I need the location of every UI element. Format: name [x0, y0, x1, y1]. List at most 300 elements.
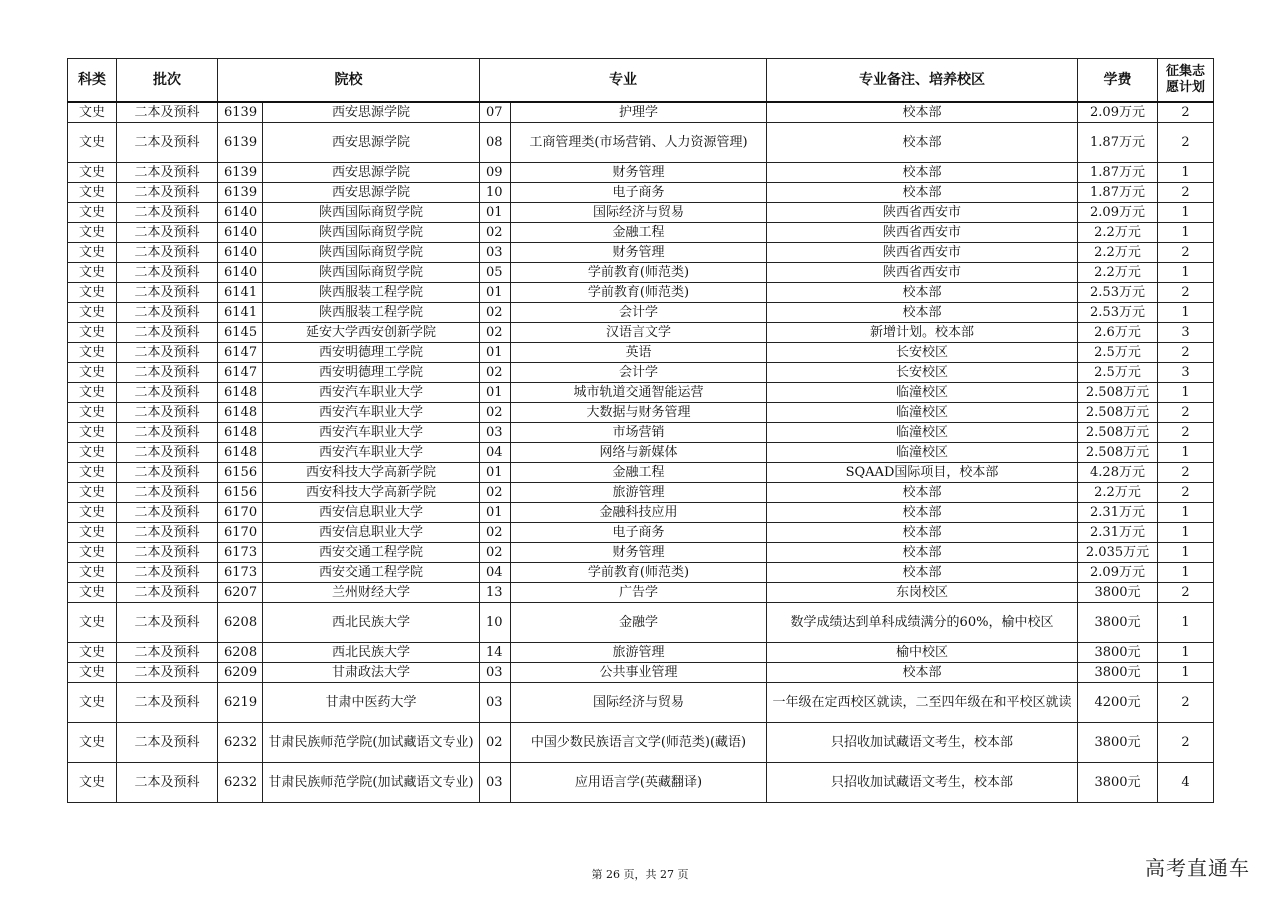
cell-major: 学前教育(师范类): [511, 563, 767, 583]
table-row: [68, 763, 1214, 803]
cell-kelei: 文史: [68, 663, 117, 683]
cell-major: 国际经济与贸易: [511, 683, 767, 723]
cell-major-code: 01: [480, 383, 511, 403]
cell-school-code: 6208: [218, 643, 263, 663]
cell-school: 陕西服装工程学院: [263, 303, 480, 323]
cell-fee: 2.5万元: [1078, 343, 1158, 363]
cell-kelei: 文史: [68, 443, 117, 463]
cell-note: 陕西省西安市: [767, 263, 1078, 283]
cell-school-code: 6140: [218, 263, 263, 283]
cell-fee: 2.2万元: [1078, 243, 1158, 263]
table-row: [68, 102, 1214, 123]
cell-note: 校本部: [767, 483, 1078, 503]
cell-fee: 1.87万元: [1078, 183, 1158, 203]
table-row: [68, 323, 1214, 343]
cell-kelei: 文史: [68, 643, 117, 663]
cell-fee: 3800元: [1078, 663, 1158, 683]
table-row: [68, 403, 1214, 423]
cell-major: 护理学: [511, 102, 767, 123]
cell-note: 数学成绩达到单科成绩满分的60%，榆中校区: [767, 603, 1078, 643]
cell-major-code: 01: [480, 463, 511, 483]
cell-pici: 二本及预科: [117, 343, 218, 363]
cell-pici: 二本及预科: [117, 283, 218, 303]
cell-note: 校本部: [767, 523, 1078, 543]
cell-note: 校本部: [767, 123, 1078, 163]
table-row: [68, 523, 1214, 543]
cell-fee: 4.28万元: [1078, 463, 1158, 483]
cell-pici: 二本及预科: [117, 183, 218, 203]
cell-school: 西北民族大学: [263, 603, 480, 643]
cell-major-code: 10: [480, 603, 511, 643]
cell-school-code: 6148: [218, 403, 263, 423]
cell-plan: 2: [1158, 683, 1214, 723]
cell-fee: 2.508万元: [1078, 383, 1158, 403]
cell-kelei: 文史: [68, 203, 117, 223]
cell-school: 西安汽车职业大学: [263, 423, 480, 443]
cell-plan: 1: [1158, 523, 1214, 543]
enrollment-table: [67, 58, 1214, 803]
cell-pici: 二本及预科: [117, 463, 218, 483]
cell-pici: 二本及预科: [117, 683, 218, 723]
cell-major-code: 02: [480, 543, 511, 563]
cell-school-code: 6208: [218, 603, 263, 643]
cell-school-code: 6207: [218, 583, 263, 603]
cell-note: 新增计划。校本部: [767, 323, 1078, 343]
cell-note: 榆中校区: [767, 643, 1078, 663]
header-pici: 批次: [117, 59, 218, 103]
cell-school-code: 6209: [218, 663, 263, 683]
cell-plan: 1: [1158, 303, 1214, 323]
cell-note: 校本部: [767, 102, 1078, 123]
cell-plan: 1: [1158, 263, 1214, 283]
cell-school-code: 6140: [218, 243, 263, 263]
cell-major-code: 02: [480, 363, 511, 383]
cell-school: 甘肃政法大学: [263, 663, 480, 683]
cell-major: 工商管理类(市场营销、人力资源管理): [511, 123, 767, 163]
cell-plan: 1: [1158, 443, 1214, 463]
cell-note: 长安校区: [767, 363, 1078, 383]
cell-fee: 2.6万元: [1078, 323, 1158, 343]
cell-pici: 二本及预科: [117, 443, 218, 463]
cell-pici: 二本及预科: [117, 163, 218, 183]
cell-major: 中国少数民族语言文学(师范类)(藏语): [511, 723, 767, 763]
cell-plan: 1: [1158, 503, 1214, 523]
cell-fee: 2.508万元: [1078, 423, 1158, 443]
header-major: 专业: [480, 59, 767, 103]
cell-fee: 3800元: [1078, 763, 1158, 803]
cell-pici: 二本及预科: [117, 303, 218, 323]
cell-pici: 二本及预科: [117, 603, 218, 643]
cell-major: 金融工程: [511, 463, 767, 483]
cell-major-code: 07: [480, 102, 511, 123]
cell-plan: 1: [1158, 663, 1214, 683]
table-row: [68, 463, 1214, 483]
cell-school-code: 6156: [218, 463, 263, 483]
cell-major: 会计学: [511, 303, 767, 323]
cell-plan: 1: [1158, 163, 1214, 183]
cell-fee: 2.31万元: [1078, 503, 1158, 523]
cell-pici: 二本及预科: [117, 643, 218, 663]
cell-school-code: 6139: [218, 102, 263, 123]
cell-plan: 3: [1158, 323, 1214, 343]
cell-pici: 二本及预科: [117, 323, 218, 343]
cell-plan: 1: [1158, 563, 1214, 583]
cell-kelei: 文史: [68, 463, 117, 483]
table-row: [68, 363, 1214, 383]
cell-major-code: 03: [480, 663, 511, 683]
table-row: [68, 503, 1214, 523]
cell-school-code: 6141: [218, 303, 263, 323]
cell-school: 西安交通工程学院: [263, 563, 480, 583]
cell-school: 陕西服装工程学院: [263, 283, 480, 303]
header-note: 专业备注、培养校区: [767, 59, 1078, 103]
table-row: [68, 303, 1214, 323]
table-row: [68, 423, 1214, 443]
cell-major-code: 04: [480, 443, 511, 463]
table-row: [68, 543, 1214, 563]
cell-plan: 1: [1158, 603, 1214, 643]
cell-school-code: 6148: [218, 443, 263, 463]
cell-major-code: 09: [480, 163, 511, 183]
cell-plan: 3: [1158, 363, 1214, 383]
table-row: [68, 683, 1214, 723]
cell-school-code: 6170: [218, 523, 263, 543]
table-row: [68, 223, 1214, 243]
cell-note: 临潼校区: [767, 383, 1078, 403]
cell-school: 延安大学西安创新学院: [263, 323, 480, 343]
cell-school: 陕西国际商贸学院: [263, 243, 480, 263]
cell-pici: 二本及预科: [117, 763, 218, 803]
cell-pici: 二本及预科: [117, 243, 218, 263]
cell-fee: 2.035万元: [1078, 543, 1158, 563]
table-row: [68, 183, 1214, 203]
cell-major: 财务管理: [511, 543, 767, 563]
cell-note: 校本部: [767, 503, 1078, 523]
cell-note: 校本部: [767, 563, 1078, 583]
cell-plan: 4: [1158, 763, 1214, 803]
cell-fee: 2.508万元: [1078, 443, 1158, 463]
cell-school: 西北民族大学: [263, 643, 480, 663]
cell-major: 财务管理: [511, 243, 767, 263]
cell-kelei: 文史: [68, 423, 117, 443]
table-row: [68, 383, 1214, 403]
cell-note: 校本部: [767, 303, 1078, 323]
cell-major-code: 04: [480, 563, 511, 583]
cell-school: 西安汽车职业大学: [263, 403, 480, 423]
cell-major-code: 02: [480, 223, 511, 243]
cell-school-code: 6173: [218, 543, 263, 563]
cell-school: 陕西国际商贸学院: [263, 263, 480, 283]
cell-school: 陕西国际商贸学院: [263, 203, 480, 223]
cell-major: 学前教育(师范类): [511, 263, 767, 283]
cell-note: 校本部: [767, 283, 1078, 303]
cell-fee: 1.87万元: [1078, 123, 1158, 163]
cell-plan: 1: [1158, 543, 1214, 563]
cell-major-code: 10: [480, 183, 511, 203]
cell-major: 旅游管理: [511, 483, 767, 503]
cell-major-code: 02: [480, 323, 511, 343]
cell-note: 临潼校区: [767, 443, 1078, 463]
cell-kelei: 文史: [68, 383, 117, 403]
cell-note: 长安校区: [767, 343, 1078, 363]
cell-fee: 4200元: [1078, 683, 1158, 723]
cell-note: 校本部: [767, 183, 1078, 203]
cell-school-code: 6139: [218, 123, 263, 163]
cell-fee: 3800元: [1078, 583, 1158, 603]
table-row: [68, 643, 1214, 663]
cell-major: 市场营销: [511, 423, 767, 443]
cell-plan: 2: [1158, 403, 1214, 423]
cell-school: 西安思源学院: [263, 102, 480, 123]
cell-kelei: 文史: [68, 303, 117, 323]
cell-kelei: 文史: [68, 483, 117, 503]
cell-school: 西安思源学院: [263, 163, 480, 183]
cell-pici: 二本及预科: [117, 583, 218, 603]
table-row: [68, 203, 1214, 223]
page-number: 第 26 页，共 27 页: [591, 868, 689, 881]
cell-major-code: 02: [480, 303, 511, 323]
cell-kelei: 文史: [68, 263, 117, 283]
cell-major-code: 01: [480, 203, 511, 223]
cell-major: 国际经济与贸易: [511, 203, 767, 223]
cell-plan: 2: [1158, 483, 1214, 503]
table-header-row: [68, 59, 1214, 103]
cell-note: 校本部: [767, 163, 1078, 183]
cell-school: 甘肃民族师范学院(加试藏语文专业): [263, 763, 480, 803]
cell-major-code: 08: [480, 123, 511, 163]
cell-pici: 二本及预科: [117, 403, 218, 423]
cell-major: 电子商务: [511, 523, 767, 543]
cell-note: 临潼校区: [767, 403, 1078, 423]
cell-major-code: 02: [480, 483, 511, 503]
cell-school-code: 6145: [218, 323, 263, 343]
cell-fee: 2.31万元: [1078, 523, 1158, 543]
cell-fee: 2.53万元: [1078, 303, 1158, 323]
cell-school-code: 6140: [218, 223, 263, 243]
cell-kelei: 文史: [68, 543, 117, 563]
cell-fee: 3800元: [1078, 723, 1158, 763]
cell-major-code: 05: [480, 263, 511, 283]
table-row: [68, 563, 1214, 583]
cell-note: 陕西省西安市: [767, 223, 1078, 243]
cell-note: 只招收加试藏语文考生，校本部: [767, 763, 1078, 803]
cell-major-code: 03: [480, 243, 511, 263]
cell-major: 会计学: [511, 363, 767, 383]
cell-school: 西安明德理工学院: [263, 343, 480, 363]
cell-note: 东岗校区: [767, 583, 1078, 603]
brand-watermark: 高考直通车: [1145, 856, 1250, 880]
cell-kelei: 文史: [68, 223, 117, 243]
table-row: [68, 663, 1214, 683]
cell-major: 大数据与财务管理: [511, 403, 767, 423]
cell-plan: 2: [1158, 463, 1214, 483]
table-row: [68, 723, 1214, 763]
cell-fee: 2.5万元: [1078, 363, 1158, 383]
cell-pici: 二本及预科: [117, 523, 218, 543]
cell-school: 西安明德理工学院: [263, 363, 480, 383]
cell-plan: 2: [1158, 102, 1214, 123]
cell-major: 财务管理: [511, 163, 767, 183]
cell-school: 西安汽车职业大学: [263, 383, 480, 403]
cell-pici: 二本及预科: [117, 563, 218, 583]
cell-pici: 二本及预科: [117, 483, 218, 503]
cell-plan: 2: [1158, 183, 1214, 203]
header-school: 院校: [218, 59, 480, 103]
cell-kelei: 文史: [68, 102, 117, 123]
cell-plan: 1: [1158, 643, 1214, 663]
cell-pici: 二本及预科: [117, 723, 218, 763]
cell-major: 网络与新媒体: [511, 443, 767, 463]
cell-major-code: 14: [480, 643, 511, 663]
cell-major-code: 03: [480, 683, 511, 723]
cell-major: 电子商务: [511, 183, 767, 203]
cell-kelei: 文史: [68, 323, 117, 343]
cell-school-code: 6232: [218, 723, 263, 763]
cell-major-code: 13: [480, 583, 511, 603]
cell-school: 西安科技大学高新学院: [263, 463, 480, 483]
cell-note: 校本部: [767, 663, 1078, 683]
cell-kelei: 文史: [68, 603, 117, 643]
cell-kelei: 文史: [68, 503, 117, 523]
cell-school-code: 6139: [218, 163, 263, 183]
cell-school: 西安交通工程学院: [263, 543, 480, 563]
cell-fee: 3800元: [1078, 603, 1158, 643]
cell-kelei: 文史: [68, 563, 117, 583]
table-row: [68, 263, 1214, 283]
cell-school: 西安信息职业大学: [263, 503, 480, 523]
cell-major-code: 02: [480, 403, 511, 423]
cell-school-code: 6156: [218, 483, 263, 503]
cell-major: 英语: [511, 343, 767, 363]
cell-kelei: 文史: [68, 723, 117, 763]
cell-major-code: 01: [480, 283, 511, 303]
cell-kelei: 文史: [68, 343, 117, 363]
cell-school: 兰州财经大学: [263, 583, 480, 603]
cell-pici: 二本及预科: [117, 203, 218, 223]
cell-note: 临潼校区: [767, 423, 1078, 443]
cell-school-code: 6148: [218, 423, 263, 443]
cell-fee: 2.2万元: [1078, 223, 1158, 243]
cell-major: 汉语言文学: [511, 323, 767, 343]
table-row: [68, 603, 1214, 643]
cell-school-code: 6140: [218, 203, 263, 223]
cell-plan: 2: [1158, 343, 1214, 363]
cell-plan: 1: [1158, 223, 1214, 243]
cell-pici: 二本及预科: [117, 543, 218, 563]
table-row: [68, 123, 1214, 163]
cell-school-code: 6170: [218, 503, 263, 523]
cell-plan: 2: [1158, 123, 1214, 163]
cell-kelei: 文史: [68, 163, 117, 183]
cell-note: 校本部: [767, 543, 1078, 563]
cell-kelei: 文史: [68, 123, 117, 163]
cell-plan: 2: [1158, 723, 1214, 763]
cell-school: 西安思源学院: [263, 183, 480, 203]
header-fee: 学费: [1078, 59, 1158, 103]
cell-kelei: 文史: [68, 763, 117, 803]
cell-school-code: 6173: [218, 563, 263, 583]
cell-major-code: 03: [480, 423, 511, 443]
cell-fee: 2.53万元: [1078, 283, 1158, 303]
cell-note: 陕西省西安市: [767, 243, 1078, 263]
cell-major: 广告学: [511, 583, 767, 603]
cell-note: SQAAD国际项目，校本部: [767, 463, 1078, 483]
cell-school-code: 6141: [218, 283, 263, 303]
cell-fee: 1.87万元: [1078, 163, 1158, 183]
cell-kelei: 文史: [68, 403, 117, 423]
cell-kelei: 文史: [68, 183, 117, 203]
cell-school-code: 6147: [218, 363, 263, 383]
cell-major: 旅游管理: [511, 643, 767, 663]
cell-plan: 2: [1158, 423, 1214, 443]
cell-major: 学前教育(师范类): [511, 283, 767, 303]
cell-school: 西安科技大学高新学院: [263, 483, 480, 503]
cell-major: 公共事业管理: [511, 663, 767, 683]
cell-kelei: 文史: [68, 363, 117, 383]
cell-major: 城市轨道交通智能运营: [511, 383, 767, 403]
cell-kelei: 文史: [68, 243, 117, 263]
table-row: [68, 443, 1214, 463]
cell-major: 应用语言学(英藏翻译): [511, 763, 767, 803]
header-kelei: 科类: [68, 59, 117, 103]
cell-plan: 2: [1158, 283, 1214, 303]
cell-kelei: 文史: [68, 683, 117, 723]
cell-school: 西安信息职业大学: [263, 523, 480, 543]
cell-plan: 1: [1158, 203, 1214, 223]
table-row: [68, 483, 1214, 503]
cell-fee: 2.09万元: [1078, 563, 1158, 583]
cell-pici: 二本及预科: [117, 102, 218, 123]
cell-kelei: 文史: [68, 583, 117, 603]
cell-plan: 2: [1158, 583, 1214, 603]
cell-fee: 2.508万元: [1078, 403, 1158, 423]
table-body: [68, 102, 1214, 803]
cell-pici: 二本及预科: [117, 423, 218, 443]
table-row: [68, 283, 1214, 303]
cell-fee: 2.09万元: [1078, 203, 1158, 223]
cell-note: 只招收加试藏语文考生，校本部: [767, 723, 1078, 763]
cell-pici: 二本及预科: [117, 123, 218, 163]
cell-school: 西安汽车职业大学: [263, 443, 480, 463]
cell-fee: 2.2万元: [1078, 483, 1158, 503]
header-plan: 征集志愿计划: [1158, 59, 1214, 103]
cell-pici: 二本及预科: [117, 223, 218, 243]
cell-note: 陕西省西安市: [767, 203, 1078, 223]
cell-school: 西安思源学院: [263, 123, 480, 163]
cell-fee: 3800元: [1078, 643, 1158, 663]
cell-major-code: 02: [480, 723, 511, 763]
cell-major-code: 01: [480, 343, 511, 363]
table-row: [68, 243, 1214, 263]
cell-pici: 二本及预科: [117, 503, 218, 523]
cell-fee: 2.09万元: [1078, 102, 1158, 123]
cell-major-code: 01: [480, 503, 511, 523]
cell-major: 金融工程: [511, 223, 767, 243]
cell-major-code: 03: [480, 763, 511, 803]
cell-school: 甘肃中医药大学: [263, 683, 480, 723]
cell-plan: 2: [1158, 243, 1214, 263]
cell-school: 陕西国际商贸学院: [263, 223, 480, 243]
cell-fee: 2.2万元: [1078, 263, 1158, 283]
cell-school-code: 6139: [218, 183, 263, 203]
table-row: [68, 163, 1214, 183]
cell-pici: 二本及预科: [117, 263, 218, 283]
cell-school-code: 6232: [218, 763, 263, 803]
table-row: [68, 583, 1214, 603]
cell-pici: 二本及预科: [117, 663, 218, 683]
cell-school-code: 6147: [218, 343, 263, 363]
cell-major-code: 02: [480, 523, 511, 543]
